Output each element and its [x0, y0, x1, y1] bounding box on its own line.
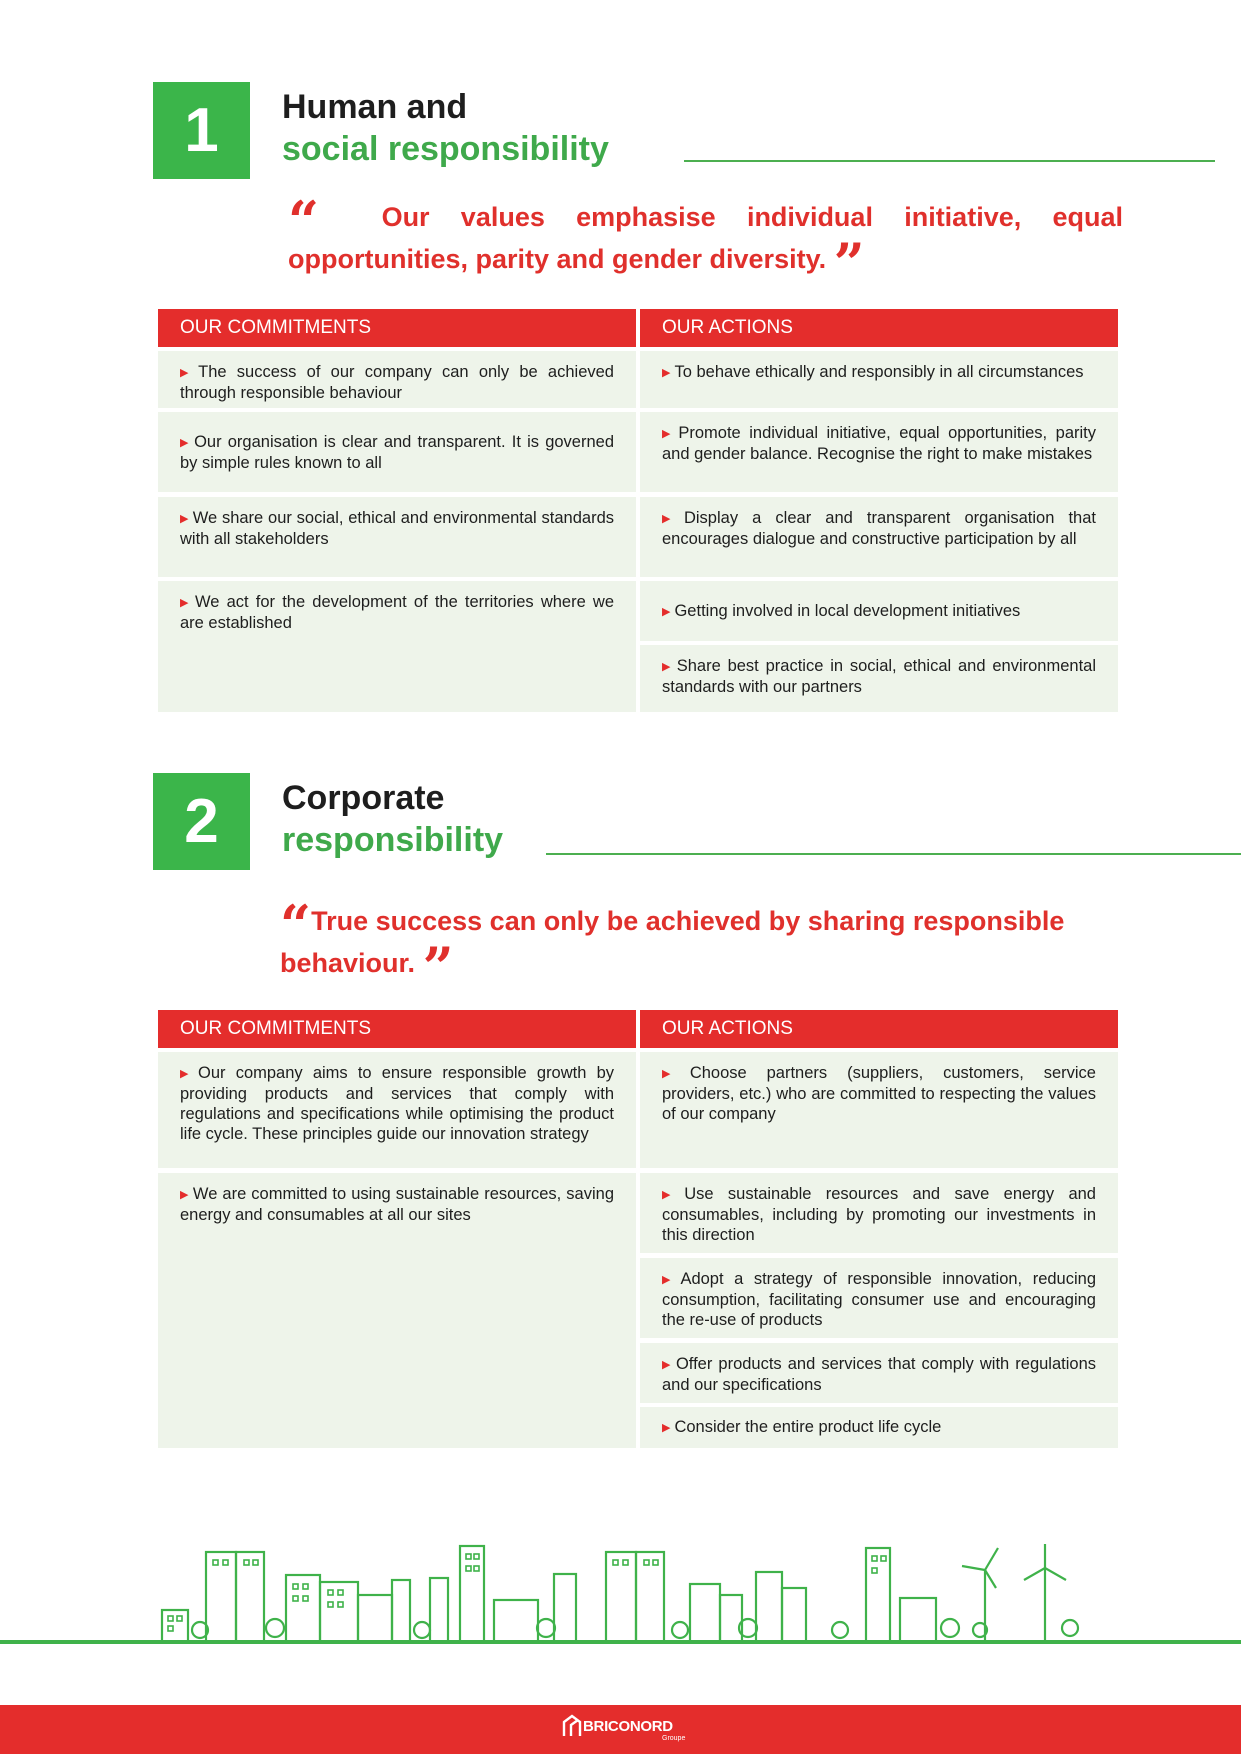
commitment-cell: ▶ The success of our company can only be achieved through responsible behaviour — [158, 351, 636, 408]
bullet-arrow-icon: ▶ — [662, 605, 671, 618]
title-divider — [684, 160, 1215, 162]
section-number-badge: 2 — [153, 773, 250, 870]
commitment-cell: ▶ We are committed to using sustainable resources, saving energy and consumables at all our sites — [158, 1173, 636, 1448]
action-cell: ▶ Promote individual initiative, equal opportunities, parity and gender balance. Recognise the right to make mistakes — [640, 412, 1118, 492]
section-quote: “ Our values emphasise individual initiative, equal opportunities, parity and gender diversity. ” — [288, 189, 1123, 295]
commitment-cell: ▶ Our organisation is clear and transparent. It is governed by simple rules known to all — [158, 412, 636, 492]
title-divider — [546, 853, 1241, 855]
action-cell: ▶ Display a clear and transparent organisation that encourages dialogue and constructive participation by all — [640, 497, 1118, 577]
actions-header: OUR ACTIONS — [640, 309, 1118, 347]
bullet-arrow-icon: ▶ — [662, 661, 673, 673]
close-quote-icon: ” — [422, 935, 454, 999]
action-cell: ▶ Use sustainable resources and save energy and consumables, including by promoting our investments in this direction — [640, 1173, 1118, 1253]
building-icon — [162, 1546, 936, 1642]
bullet-arrow-icon: ▶ — [180, 1068, 195, 1080]
bullet-arrow-icon: ▶ — [662, 1422, 671, 1434]
bullet-arrow-icon: ▶ — [180, 1189, 189, 1201]
section-title-line1: Human and — [282, 88, 468, 126]
wind-turbine-icon — [962, 1544, 1066, 1642]
action-cell: ▶ Getting involved in local development initiatives — [640, 581, 1118, 641]
bullet-arrow-icon: ▶ — [662, 1189, 681, 1201]
city-skyline-illustration — [150, 1540, 1090, 1644]
bullet-arrow-icon: ▶ — [662, 428, 675, 440]
footer-brand-name: BRICONORD — [583, 1718, 673, 1735]
commitments-header: OUR COMMITMENTS — [158, 1010, 636, 1048]
open-quote-icon: “ — [288, 189, 320, 253]
commitment-cell: ▶ We share our social, ethical and environmental standards with all stakeholders — [158, 497, 636, 577]
commitments-header: OUR COMMITMENTS — [158, 309, 636, 347]
bullet-arrow-icon: ▶ — [662, 1274, 677, 1286]
section-quote: “True success can only be achieved by sharing responsible behaviour. ” — [280, 893, 1065, 999]
bullet-arrow-icon: ▶ — [662, 513, 680, 525]
action-cell: ▶ Consider the entire product life cycle — [640, 1407, 1118, 1448]
actions-header: OUR ACTIONS — [640, 1010, 1118, 1048]
bullet-arrow-icon: ▶ — [180, 597, 192, 609]
footer-brand-subtitle: Groupe — [662, 1735, 686, 1742]
section-title-line2: social responsibility — [282, 130, 609, 168]
bullet-arrow-icon: ▶ — [662, 1068, 686, 1080]
commitment-cell: ▶ We act for the development of the territories where we are established — [158, 581, 636, 712]
bullet-arrow-icon: ▶ — [662, 367, 671, 379]
ground-line — [0, 1640, 1241, 1644]
section-title-line1: Corporate — [282, 779, 445, 817]
action-cell: ▶ Adopt a strategy of responsible innovation, reducing consumption, facilitating consumer use and encouraging the re-use of products — [640, 1258, 1118, 1338]
bullet-arrow-icon: ▶ — [180, 513, 189, 525]
section-number-badge: 1 — [153, 82, 250, 179]
action-cell: ▶ To behave ethically and responsibly in all circumstances — [640, 351, 1118, 408]
bullet-arrow-icon: ▶ — [180, 436, 191, 449]
action-cell: ▶ Share best practice in social, ethical and environmental standards with our partners — [640, 645, 1118, 712]
section-title-line2: responsibility — [282, 821, 504, 859]
close-quote-icon: ” — [833, 231, 865, 295]
bullet-arrow-icon: ▶ — [662, 1359, 672, 1371]
open-quote-icon: “ — [280, 893, 312, 957]
bullet-arrow-icon: ▶ — [180, 367, 195, 379]
commitment-cell: ▶ Our company aims to ensure responsible growth by providing products and services that comply with regulations and specifications while optimising the product life cycle. These principles guide our innovation strategy — [158, 1052, 636, 1168]
action-cell: ▶ Offer products and services that comply with regulations and our specifications — [640, 1343, 1118, 1403]
action-cell: ▶ Choose partners (suppliers, customers, service providers, etc.) who are committed to respecting the values of our company — [640, 1052, 1118, 1168]
